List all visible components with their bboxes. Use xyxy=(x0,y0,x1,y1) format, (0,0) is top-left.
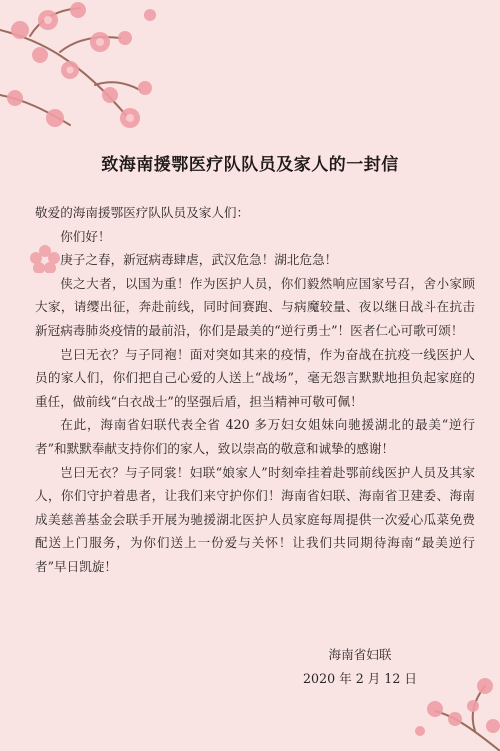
letter-paragraph: 庚子之春，新冠病毒肆虐，武汉危急！湖北危急！ xyxy=(60,252,338,268)
letter-paragraph: 侠之大者，以国为重！作为医护人员，你们毅然响应国家号召，舍小家顾大家，请缨出征，奔赴前线，同时间赛跑、与病魔较量、夜以继日战斗在抗击新冠病毒肺炎疫情的最前沿，你们是最美的“逆行勇士”！医者仁心可歌可颂！ xyxy=(35,275,475,338)
cherry-blossom-branch-icon xyxy=(0,0,170,150)
letter-greeting: 敬爱的海南援鄂医疗队队员及家人们： xyxy=(35,205,250,220)
letter-title: 致海南援鄂医疗队队员及家人的一封信 xyxy=(101,155,399,175)
letter-paragraph: 在此，海南省妇联代表全省 420 多万妇女姐妹向驰援湖北的最美“逆行者”和默默奉献支持你们的家人，致以崇高的敬意和诚挚的感谢！ xyxy=(35,417,475,456)
signature-organization: 海南省妇联 xyxy=(328,647,392,662)
letter-paragraph: 你们好！ xyxy=(60,228,111,244)
signature-date: 2020 年 2 月 12 日 xyxy=(303,671,417,686)
letter-body xyxy=(35,201,475,579)
letter-paragraph: 岂曰无衣？与子同袍！面对突如其来的疫情，作为奋战在抗疫一线医护人员的家人们，你们把自己心爱的人送上“战场”，毫无怨言默默地担负起家庭的重任，做前线“白衣战士”的坚强后盾，担当精神可敬可佩！ xyxy=(35,346,475,409)
letter-paragraph: 岂曰无衣？与子同裳！妇联“娘家人”时刻牵挂着赴鄂前线医护人员及其家人，你们守护着患者，让我们来守护你们！海南省妇联、海南省卫建委、海南成美慈善基金会联手开展为驰援湖北医护人员家庭每周提供一次爱心瓜菜免费配送上门服务，为你们送上一份爱与关怀！让我们共同期待海南“最美逆行者”早日凯旋！ xyxy=(35,464,475,574)
